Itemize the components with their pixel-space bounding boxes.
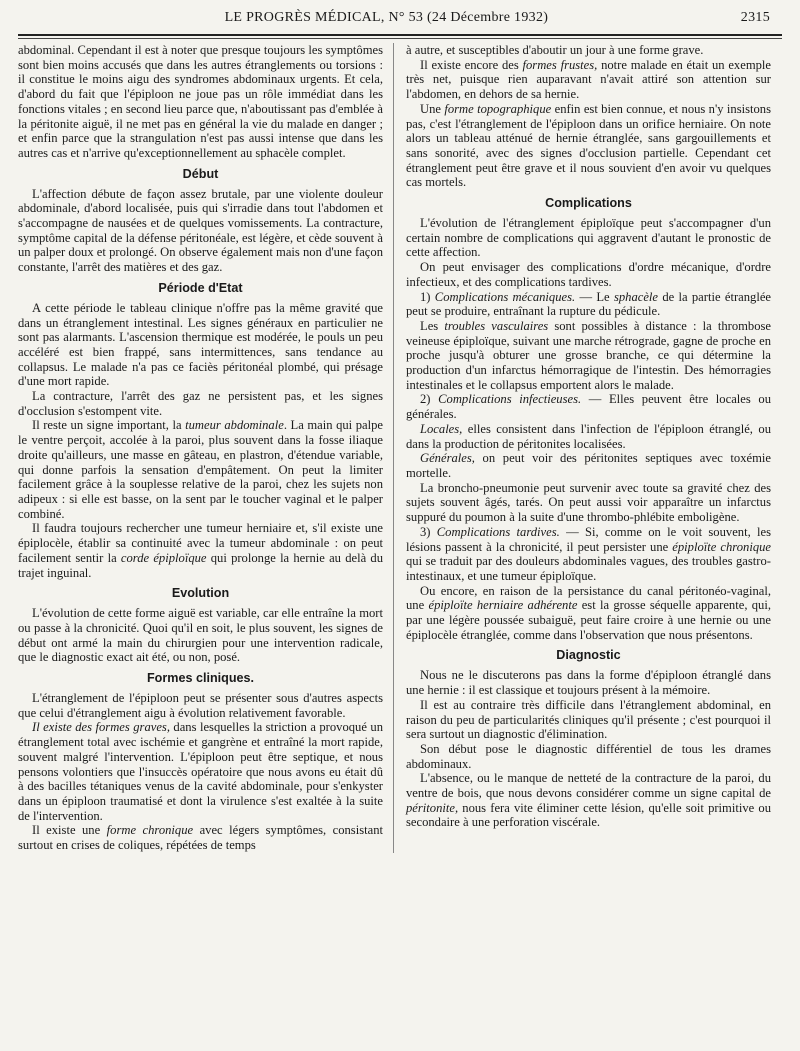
paragraph: Il existe encore des formes frustes, notre malade en était un exemple très net, puisque rien auparavant n'avait attiré son attention sur l'abdomen, en dehors de sa hernie.: [406, 57, 771, 102]
section-heading-diagnostic: Diagnostic: [556, 648, 621, 663]
paragraph: Nous ne le discuterons pas dans la forme d'épiploon étranglé dans une hernie : il est classique et toujours présent à la mémoire.: [406, 668, 771, 698]
right-column: [402, 43, 771, 853]
header-rule-thin: [18, 38, 782, 39]
paragraph: Les troubles vasculaires sont possibles à distance : la thrombose veineuse épiploïque, suivant une marche rétrograde, gagne de proche en proche jusqu'à obturer une grosse branche, ce qui détermine la production d'un infarctus hémorragique de l'intestin. Des hémorragies intestinales et le collapsus emportent alors le malade.: [406, 318, 771, 392]
paragraph: L'absence, ou le manque de netteté de la contracture de la paroi, du ventre de bois, que nous devons considérer comme un signe capital de péritonite, nous fera vite éliminer cette lésion, qu'elle soit primitive ou secondaire à une perforation viscérale.: [406, 771, 771, 830]
paragraph: L'évolution de cette forme aiguë est variable, car elle entraîne la mort ou passe à la chronicité. Quoi qu'il en soit, le plus souvent, les signes de début ont armé la main du chirurgien pour une intervention radicale, que le diagnostic exact ait été, ou non, posé.: [18, 606, 383, 665]
paragraph: Il existe une forme chronique avec légers symptômes, consistant surtout en crises de coliques, répétées de temps: [18, 823, 383, 853]
paragraph: Il existe des formes graves, dans lesquelles la striction a provoqué un étranglement total avec ischémie et gangrène et entraîné la mort rapide, souvent malgré l'intervention. L'épiploon peut être septique, et nous pensons volontiers que l'insuccès opératoire que nous avons eu était dû à des bacilles tétaniques venus de la cavité abdominale, pour s'enkyster dans un épiploon traumatisé et dont la virulence s'est exaltée à la suite de l'intervention.: [18, 720, 383, 823]
paragraph: L'affection débute de façon assez brutale, par une violente douleur abdominale, d'abord localisée, puis qui s'irradie dans tout l'abdomen et s'accompagne de nausées et de quelques vomissements. La contracture, symptôme capital de la défense péritonéale, est légère, et cède souvent à un palper doux et prolongé. On observe également mais non d'une façon constante, l'arrêt des matières et des gaz.: [18, 186, 383, 275]
header-rule: [18, 34, 782, 36]
paragraph: Générales, on peut voir des péritonites septiques avec toxémie mortelle.: [406, 451, 771, 480]
paragraph: L'évolution de l'étranglement épiploïque peut s'accompagner d'un certain nombre de complications qui aggravent d'autant le pronostic de cette affection.: [406, 216, 771, 260]
running-header: [18, 10, 782, 30]
section-heading-periode-etat: Période d'Etat: [158, 280, 243, 295]
paragraph: Son début pose le diagnostic différentiel de tous les drames abdominaux.: [406, 741, 771, 771]
paragraph: On peut envisager des complications d'ordre mécanique, d'ordre infectieux, et des complications tardives.: [406, 260, 771, 289]
two-column-body: [18, 43, 782, 853]
paragraph: Il faudra toujours rechercher une tumeur herniaire et, s'il existe une épiplocèle, établir sa continuité avec la tumeur abdominale : on peut facilement sentir la corde épiploïque qui prolonge la hernie au delà du trajet inguinal.: [18, 521, 383, 580]
section-heading-debut: Début: [182, 166, 219, 181]
paragraph: Une forme topographique enfin est bien connue, et nous n'y insistons pas, c'est l'étranglement de l'épiploon dans un orifice herniaire. On note alors un tableau atténué de hernie étranglée, sans gargouillements et sans sonorité, avec des signes d'occlusion partielle. Cependant cet étranglement peut être grave et il nous souvient d'en avoir vu quelques cas mortels.: [406, 101, 771, 190]
paragraph: abdominal. Cependant il est à noter que presque toujours les symptômes sont bien moins accusés que dans les autres étranglements ou torsions : il constitue le moins aigu des syndromes abdominaux urgents. Et cela, d'abord du fait que l'épiploon ne joue pas un rôle immédiat dans les fonctions vitales ; en second lieu parce que, n'aboutissant pas d'emblée à la péritonite aiguë, il ne met pas en général la vie du malade en danger ; et enfin parce que la strangulation n'est pas aussi intense que dans les autres cas et n'arrive qu'exceptionnellement au sphacèle complet.: [18, 43, 383, 160]
paragraph: Ou encore, en raison de la persistance du canal péritonéo-vaginal, une épiploïte herniaire adhérente est la grosse séquelle apparente, qui, par une légère poussée subaiguë, peut faire croire à une hernie ou une épiplocèle étranglée, comme dans l'observation que nous présentons.: [406, 583, 771, 642]
paragraph: La contracture, l'arrêt des gaz ne persistent pas, et les signes d'occlusion s'estompent vite.: [18, 389, 383, 418]
paragraph: 3) Complications tardives. — Si, comme on le voit souvent, les lésions passent à la chronicité, il peut persister une épiploïte chronique qui se traduit par des douleurs abdominales vagues, des troubles gastro-intestinaux, et une tumeur épiploïque.: [406, 524, 771, 583]
journal-title: LE PROGRÈS MÉDICAL, N° 53 (24 Décembre 1932): [224, 10, 549, 25]
paragraph: La broncho-pneumonie peut survenir avec toute sa gravité chez des sujets souvent âgés, tarés. On peut aussi voir apparaître un infarctus suppuré du poumon à la suite d'une thrombo-phlébite emboligène.: [406, 480, 771, 525]
paragraph: L'étranglement de l'épiploon peut se présenter sous d'autres aspects que celui d'étranglement aigu à évolution relativement favorable.: [18, 691, 383, 720]
paragraph: Il est au contraire très difficile dans l'étranglement abdominal, en raison du peu de particularités cliniques qu'il présente ; c'est pourquoi il sera surtout un diagnostic d'élimination.: [406, 697, 771, 742]
paragraph: Il reste un signe important, la tumeur abdominale. La main qui palpe le ventre perçoit, accolée à la paroi, plus souvent dans la fosse iliaque droite qu'ailleurs, une masse en gâteau, en plastron, d'étendue variable, qui donne parfois la sensation d'empâtement. On peut la limiter facilement grâce à la souplesse relative de la paroi, chez les sujets non adipeux : si elle est basse, on la sent par le toucher vaginal et le palper combiné.: [18, 418, 383, 521]
page-number: 2315: [740, 10, 770, 25]
paragraph: à autre, et susceptibles d'aboutir un jour à une forme grave.: [406, 43, 704, 57]
paragraph: Locales, elles consistent dans l'infection de l'épiploon étranglé, ou dans la production de péritonites localisées.: [406, 421, 771, 451]
section-heading-formes-cliniques: Formes cliniques.: [146, 671, 255, 686]
paragraph: A cette période le tableau clinique n'offre pas la même gravité que dans un étranglement intestinal. Les signes généraux en particulier ne sont pas alarmants. L'ascension thermique est modérée, le pouls un peu accéléré est bien frappé, sans intermittences, sans tendance au collapsus. Le malade n'a pas ce faciès péritonéal plombé, qui présage d'une mort rapide.: [18, 300, 383, 389]
left-column: [18, 43, 393, 853]
section-heading-evolution: Evolution: [171, 586, 230, 601]
column-divider: [393, 43, 394, 853]
paragraph: 1) Complications mécaniques. — Le sphacèle de la partie étranglée peut se produire, entraînant la rupture du pédicule.: [406, 289, 772, 319]
paragraph: 2) Complications infectieuses. — Elles peuvent être locales ou générales.: [406, 392, 771, 422]
section-heading-complications: Complications: [545, 196, 632, 211]
